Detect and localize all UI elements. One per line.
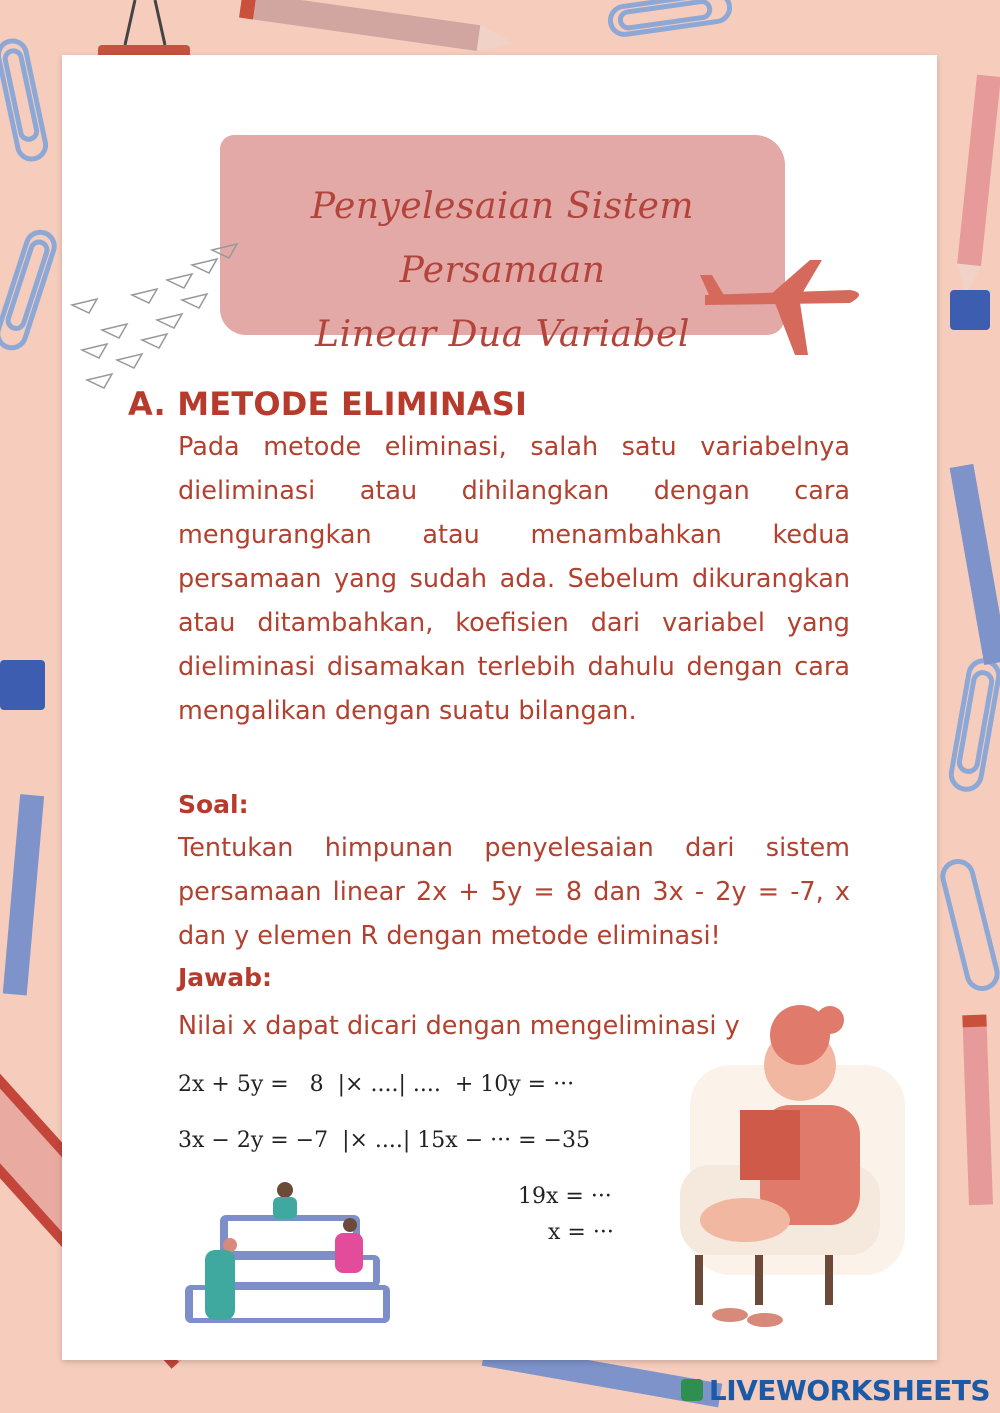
equation-row-4: x = ··· bbox=[548, 1220, 614, 1245]
soal-label: Soal: bbox=[178, 790, 249, 819]
equation-row-2: 3x − 2y = −7 |× ....| 15x − ··· = −35 bbox=[178, 1128, 590, 1153]
title-line-1: Penyelesaian Sistem Persamaan bbox=[310, 186, 695, 291]
page-title bbox=[220, 175, 785, 367]
method-description: Pada metode eliminasi, salah satu variabelnya dieliminasi atau dihilangkan dengan cara mengurangkan atau menambahkan kedua persamaan yang sudah ada. Sebelum dikurangkan atau ditambahkan, koefisien dari variabel yang dieliminasi disamakan terlebih dahulu dengan cara mengalikan dengan suatu bilangan. bbox=[178, 432, 850, 726]
liveworksheets-logo-icon bbox=[681, 1379, 703, 1401]
soal-text: Tentukan himpunan penyelesaian dari sistem persamaan linear 2x + 5y = 8 dan 3x - 2y = -7, x dan y elemen R dengan metode eliminasi! bbox=[178, 833, 850, 951]
jawab-label: Jawab: bbox=[178, 963, 273, 992]
jawab-intro: Nilai x dapat dicari dengan mengeliminasi y bbox=[178, 1011, 740, 1041]
books-illustration bbox=[175, 1175, 405, 1335]
liveworksheets-logo bbox=[681, 1373, 990, 1407]
paperclip-icon bbox=[0, 38, 48, 161]
equation-row-3: 19x = ··· bbox=[518, 1184, 612, 1209]
girl-reading-illustration bbox=[670, 1005, 910, 1335]
title-line-2: Linear Dua Variabel bbox=[315, 314, 690, 355]
section-heading: A. METODE ELIMINASI bbox=[128, 385, 528, 423]
equation-row-1: 2x + 5y = 8 |× ....| .... + 10y = ··· bbox=[178, 1072, 575, 1097]
watermark-text: LIVEWORKSHEETS bbox=[708, 1373, 990, 1407]
